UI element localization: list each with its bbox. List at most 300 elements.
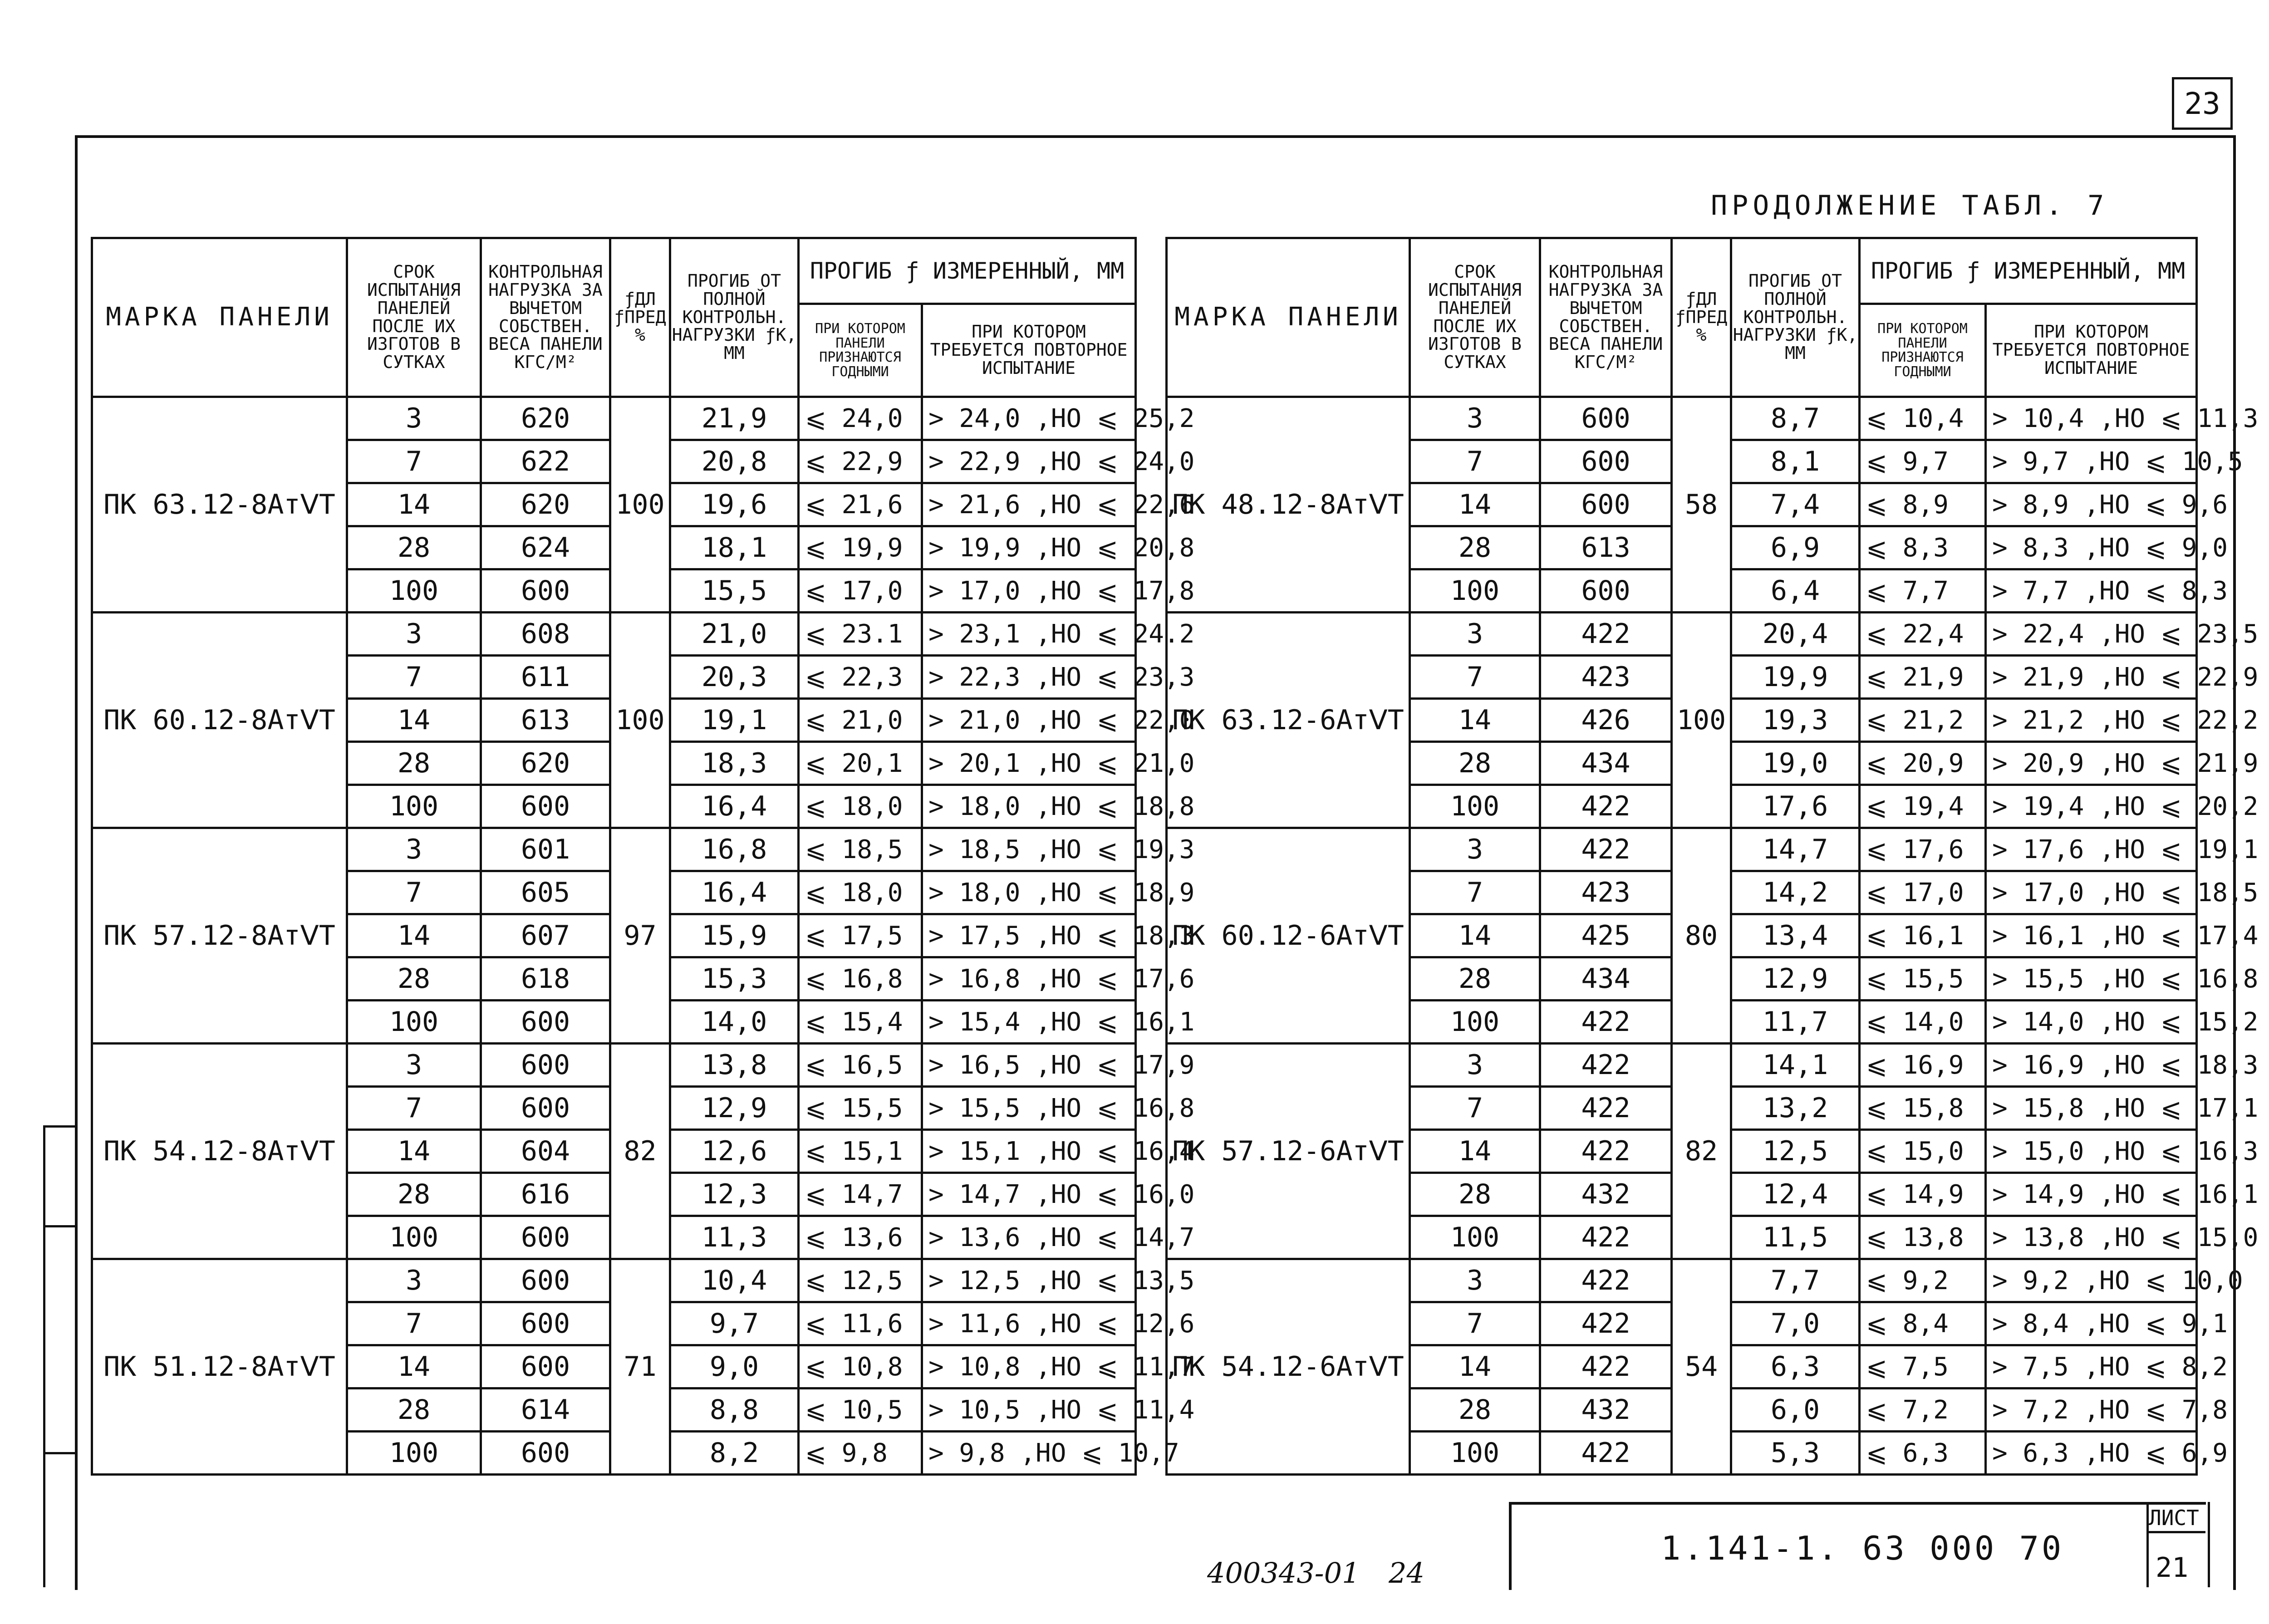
fit-condition: ⩽ 9,7 xyxy=(1860,440,1986,483)
sheet-box-divider xyxy=(2146,1531,2205,1533)
test-term: 14 xyxy=(1410,699,1540,742)
retest-condition: > 15,0 ,НО ⩽ 16,3 xyxy=(1986,1130,2197,1173)
control-load: 422 xyxy=(1540,1001,1672,1044)
table-row xyxy=(92,828,1136,871)
full-load-deflection: 20,4 xyxy=(1731,613,1860,656)
left-margin-box xyxy=(43,1125,73,1587)
retest-condition: > 15,5 ,НО ⩽ 16,8 xyxy=(1986,957,2197,1001)
full-load-deflection: 19,9 xyxy=(1731,656,1860,699)
control-load: 608 xyxy=(481,613,610,656)
full-load-deflection: 9,0 xyxy=(670,1345,799,1388)
control-load: 600 xyxy=(481,569,610,613)
control-load: 422 xyxy=(1540,1130,1672,1173)
full-load-deflection: 19,0 xyxy=(1731,742,1860,785)
left-margin-rule xyxy=(43,1452,75,1454)
retest-header: ПРИ КОТОРОМ ТРЕБУЕТСЯ ПОВТОРНОЕ ИСПЫТАНИЕ xyxy=(1986,304,2197,397)
page-number: 23 xyxy=(2172,77,2233,130)
deflection-header: ПРОГИБ ОТ ПОЛНОЙ КОНТРОЛЬН. НАГРУЗКИ ƒК, ММ xyxy=(670,238,799,397)
ratio-header-top: ƒДЛ xyxy=(1685,289,1717,309)
full-load-deflection: 6,0 xyxy=(1731,1388,1860,1432)
full-load-deflection: 9,7 xyxy=(670,1302,799,1345)
full-load-deflection: 6,4 xyxy=(1731,569,1860,613)
fit-condition: ⩽ 15,8 xyxy=(1860,1087,1986,1130)
retest-condition: > 22,4 ,НО ⩽ 23,5 xyxy=(1986,613,2197,656)
test-term: 14 xyxy=(347,914,481,957)
deflection-ratio: 54 xyxy=(1672,1259,1731,1475)
full-load-deflection: 12,3 xyxy=(670,1173,799,1216)
retest-condition: > 19,4 ,НО ⩽ 20,2 xyxy=(1986,785,2197,828)
retest-condition: > 15,4 ,НО ⩽ 16,1 xyxy=(922,1001,1136,1044)
retest-condition: > 18,0 ,НО ⩽ 18,9 xyxy=(922,871,1136,914)
retest-condition: > 9,8 ,НО ⩽ 10,7 xyxy=(922,1432,1136,1475)
table-row xyxy=(1167,828,2197,871)
fit-condition: ⩽ 21,0 xyxy=(799,699,922,742)
fit-condition: ⩽ 12,5 xyxy=(799,1259,922,1302)
panel-mark: ПК 54.12-8АтⅤТ xyxy=(92,1044,347,1259)
full-load-deflection: 5,3 xyxy=(1731,1432,1860,1475)
left-deflection-table xyxy=(91,237,1195,1476)
retest-condition: > 21,6 ,НО ⩽ 22,6 xyxy=(922,483,1136,526)
control-load: 600 xyxy=(481,1044,610,1087)
fit-condition: ⩽ 7,7 xyxy=(1860,569,1986,613)
control-load: 616 xyxy=(481,1173,610,1216)
retest-condition: > 8,3 ,НО ⩽ 9,0 xyxy=(1986,526,2197,569)
panel-mark: ПК 63.12-6АтⅤТ xyxy=(1167,613,1410,828)
test-term: 3 xyxy=(1410,397,1540,440)
control-load: 614 xyxy=(481,1388,610,1432)
left-table-body xyxy=(92,397,1195,1475)
panel-mark: ПК 48.12-8АтⅤТ xyxy=(1167,397,1410,613)
fit-condition: ⩽ 16,8 xyxy=(799,957,922,1001)
retest-condition: > 14,7 ,НО ⩽ 16,0 xyxy=(922,1173,1136,1216)
test-term: 100 xyxy=(1410,785,1540,828)
test-term: 14 xyxy=(1410,1345,1540,1388)
fit-condition: ⩽ 15,5 xyxy=(1860,957,1986,1001)
fit-condition: ⩽ 15,0 xyxy=(1860,1130,1986,1173)
table-continuation-title: ПРОДОЛЖЕНИЕ ТАБЛ. 7 xyxy=(1711,190,2109,221)
control-load: 604 xyxy=(481,1130,610,1173)
full-load-deflection: 14,2 xyxy=(1731,871,1860,914)
test-term: 28 xyxy=(1410,742,1540,785)
control-load: 600 xyxy=(481,785,610,828)
fit-condition: ⩽ 20,9 xyxy=(1860,742,1986,785)
fit-condition: ⩽ 7,5 xyxy=(1860,1345,1986,1388)
full-load-deflection: 14,7 xyxy=(1731,828,1860,871)
control-load: 434 xyxy=(1540,742,1672,785)
test-term: 3 xyxy=(347,1044,481,1087)
control-load: 425 xyxy=(1540,914,1672,957)
control-load: 422 xyxy=(1540,1044,1672,1087)
control-load: 434 xyxy=(1540,957,1672,1001)
panel-mark: ПК 57.12-6АтⅤТ xyxy=(1167,1044,1410,1259)
deflection-ratio: 58 xyxy=(1672,397,1731,613)
load-header: КОНТРОЛЬНАЯ НАГРУЗКА ЗА ВЫЧЕТОМ СОБСТВЕН. ВЕСА ПАНЕЛИ КГС/М² xyxy=(1540,238,1672,397)
panel-mark: ПК 57.12-8АтⅤТ xyxy=(92,828,347,1044)
full-load-deflection: 7,4 xyxy=(1731,483,1860,526)
full-load-deflection: 14,1 xyxy=(1731,1044,1860,1087)
test-term: 7 xyxy=(347,656,481,699)
right-table-body xyxy=(1167,397,2259,1475)
fit-condition: ⩽ 10,8 xyxy=(799,1345,922,1388)
right-deflection-table xyxy=(1165,237,2259,1476)
fit-condition: ⩽ 13,6 xyxy=(799,1216,922,1259)
term-header: СРОК ИСПЫТАНИЯ ПАНЕЛЕЙ ПОСЛЕ ИХ ИЗГОТОВ В СУТКАХ xyxy=(347,238,481,397)
fit-condition: ⩽ 23.1 xyxy=(799,613,922,656)
control-load: 422 xyxy=(1540,1259,1672,1302)
table-row xyxy=(1167,397,2197,440)
full-load-deflection: 10,4 xyxy=(670,1259,799,1302)
fit-condition: ⩽ 6,3 xyxy=(1860,1432,1986,1475)
full-load-deflection: 12,4 xyxy=(1731,1173,1860,1216)
control-load: 607 xyxy=(481,914,610,957)
control-load: 432 xyxy=(1540,1388,1672,1432)
deflection-ratio: 82 xyxy=(610,1044,670,1259)
fit-condition: ⩽ 13,8 xyxy=(1860,1216,1986,1259)
retest-condition: > 15,8 ,НО ⩽ 17,1 xyxy=(1986,1087,2197,1130)
full-load-deflection: 14,0 xyxy=(670,1001,799,1044)
control-load: 622 xyxy=(481,440,610,483)
control-load: 422 xyxy=(1540,613,1672,656)
fit-condition: ⩽ 9,8 xyxy=(799,1432,922,1475)
deflection-ratio: 100 xyxy=(610,613,670,828)
retest-condition: > 20,9 ,НО ⩽ 21,9 xyxy=(1986,742,2197,785)
retest-condition: > 23,1 ,НО ⩽ 24.2 xyxy=(922,613,1136,656)
retest-condition: > 10,8 ,НО ⩽ 11,7 xyxy=(922,1345,1136,1388)
fit-condition: ⩽ 15,1 xyxy=(799,1130,922,1173)
full-load-deflection: 15,3 xyxy=(670,957,799,1001)
fit-condition: ⩽ 21,2 xyxy=(1860,699,1986,742)
fit-condition: ⩽ 18,5 xyxy=(799,828,922,871)
control-load: 423 xyxy=(1540,871,1672,914)
control-load: 422 xyxy=(1540,1216,1672,1259)
retest-condition: > 13,6 ,НО ⩽ 14,7 xyxy=(922,1216,1136,1259)
control-load: 600 xyxy=(1540,483,1672,526)
retest-condition: > 9,7 ,НО ⩽ 10,5 xyxy=(1986,440,2197,483)
fit-condition: ⩽ 14,0 xyxy=(1860,1001,1986,1044)
test-term: 28 xyxy=(1410,1388,1540,1432)
retest-condition: > 19,9 ,НО ⩽ 20,8 xyxy=(922,526,1136,569)
retest-condition: > 7,7 ,НО ⩽ 8,3 xyxy=(1986,569,2197,613)
full-load-deflection: 12,5 xyxy=(1731,1130,1860,1173)
retest-condition: > 24,0 ,НО ⩽ 25,2 xyxy=(922,397,1136,440)
retest-condition: > 8,4 ,НО ⩽ 9,1 xyxy=(1986,1302,2197,1345)
control-load: 422 xyxy=(1540,828,1672,871)
control-load: 600 xyxy=(481,1001,610,1044)
panel-mark: ПК 54.12-6АтⅤТ xyxy=(1167,1259,1410,1475)
full-load-deflection: 16,8 xyxy=(670,828,799,871)
full-load-deflection: 18,1 xyxy=(670,526,799,569)
retest-condition: > 15,5 ,НО ⩽ 16,8 xyxy=(922,1087,1136,1130)
fit-condition: ⩽ 11,6 xyxy=(799,1302,922,1345)
test-term: 28 xyxy=(1410,957,1540,1001)
full-load-deflection: 15,9 xyxy=(670,914,799,957)
full-load-deflection: 20,8 xyxy=(670,440,799,483)
full-load-deflection: 13,2 xyxy=(1731,1087,1860,1130)
measured-header: ПРОГИБ ƒ ИЗМЕРЕННЫЙ, ММ xyxy=(1860,238,2197,304)
full-load-deflection: 7,7 xyxy=(1731,1259,1860,1302)
full-load-deflection: 13,4 xyxy=(1731,914,1860,957)
fit-condition: ⩽ 22,4 xyxy=(1860,613,1986,656)
retest-condition: > 9,2 ,НО ⩽ 10,0 xyxy=(1986,1259,2197,1302)
test-term: 28 xyxy=(1410,1173,1540,1216)
retest-condition: > 13,8 ,НО ⩽ 15,0 xyxy=(1986,1216,2197,1259)
full-load-deflection: 16,4 xyxy=(670,785,799,828)
retest-condition: > 12,5 ,НО ⩽ 13,5 xyxy=(922,1259,1136,1302)
deflection-ratio: 80 xyxy=(1672,828,1731,1044)
full-load-deflection: 12,6 xyxy=(670,1130,799,1173)
fit-condition: ⩽ 16,1 xyxy=(1860,914,1986,957)
table-row xyxy=(1167,1044,2197,1087)
full-load-deflection: 15,5 xyxy=(670,569,799,613)
control-load: 600 xyxy=(481,1216,610,1259)
test-term: 28 xyxy=(347,526,481,569)
retest-condition: > 8,9 ,НО ⩽ 9,6 xyxy=(1986,483,2197,526)
fit-condition: ⩽ 8,4 xyxy=(1860,1302,1986,1345)
sheet-number: 21 xyxy=(2156,1552,2189,1584)
deflection-ratio: 97 xyxy=(610,828,670,1044)
table-row xyxy=(92,1044,1136,1087)
test-term: 100 xyxy=(347,1432,481,1475)
fit-condition: ⩽ 16,5 xyxy=(799,1044,922,1087)
deflection-ratio: 82 xyxy=(1672,1044,1731,1259)
fit-condition: ⩽ 20,1 xyxy=(799,742,922,785)
control-load: 613 xyxy=(1540,526,1672,569)
term-header: СРОК ИСПЫТАНИЯ ПАНЕЛЕЙ ПОСЛЕ ИХ ИЗГОТОВ В СУТКАХ xyxy=(1410,238,1540,397)
fit-condition: ⩽ 10,5 xyxy=(799,1388,922,1432)
load-header: КОНТРОЛЬНАЯ НАГРУЗКА ЗА ВЫЧЕТОМ СОБСТВЕН. ВЕСА ПАНЕЛИ КГС/М² xyxy=(481,238,610,397)
control-load: 600 xyxy=(481,1345,610,1388)
fit-condition: ⩽ 7,2 xyxy=(1860,1388,1986,1432)
full-load-deflection: 8,7 xyxy=(1731,397,1860,440)
control-load: 601 xyxy=(481,828,610,871)
panel-mark: ПК 51.12-8АтⅤТ xyxy=(92,1259,347,1475)
fit-condition: ⩽ 14,9 xyxy=(1860,1173,1986,1216)
retest-condition: > 14,9 ,НО ⩽ 16,1 xyxy=(1986,1173,2197,1216)
fit-condition: ⩽ 17,0 xyxy=(799,569,922,613)
fit-condition: ⩽ 15,4 xyxy=(799,1001,922,1044)
test-term: 7 xyxy=(347,871,481,914)
retest-condition: > 17,5 ,НО ⩽ 18,3 xyxy=(922,914,1136,957)
deflection-ratio: 71 xyxy=(610,1259,670,1475)
full-load-deflection: 19,6 xyxy=(670,483,799,526)
full-load-deflection: 6,9 xyxy=(1731,526,1860,569)
full-load-deflection: 11,5 xyxy=(1731,1216,1860,1259)
retest-condition: > 21,0 ,НО ⩽ 22,0 xyxy=(922,699,1136,742)
full-load-deflection: 16,4 xyxy=(670,871,799,914)
test-term: 100 xyxy=(347,569,481,613)
test-term: 28 xyxy=(1410,526,1540,569)
control-load: 426 xyxy=(1540,699,1672,742)
test-term: 7 xyxy=(347,1087,481,1130)
retest-condition: > 10,5 ,НО ⩽ 11,4 xyxy=(922,1388,1136,1432)
test-term: 100 xyxy=(347,1216,481,1259)
control-load: 600 xyxy=(1540,397,1672,440)
test-term: 7 xyxy=(1410,1302,1540,1345)
retest-condition: > 6,3 ,НО ⩽ 6,9 xyxy=(1986,1432,2197,1475)
test-term: 14 xyxy=(347,699,481,742)
test-term: 3 xyxy=(1410,613,1540,656)
retest-condition: > 10,4 ,НО ⩽ 11,3 xyxy=(1986,397,2197,440)
ratio-header-bottom: ƒПРЕД % xyxy=(614,307,666,345)
panel-mark: ПК 60.12-6АтⅤТ xyxy=(1167,828,1410,1044)
full-load-deflection: 8,2 xyxy=(670,1432,799,1475)
control-load: 611 xyxy=(481,656,610,699)
test-term: 14 xyxy=(347,1130,481,1173)
retest-condition: > 17,0 ,НО ⩽ 17,8 xyxy=(922,569,1136,613)
control-load: 600 xyxy=(481,1302,610,1345)
retest-condition: > 21,2 ,НО ⩽ 22,2 xyxy=(1986,699,2197,742)
fit-condition: ⩽ 18,0 xyxy=(799,871,922,914)
retest-condition: > 11,6 ,НО ⩽ 12,6 xyxy=(922,1302,1136,1345)
deflection-ratio: 100 xyxy=(610,397,670,613)
mark-header: МАРКА ПАНЕЛИ xyxy=(1167,238,1410,397)
ratio-header xyxy=(610,238,670,397)
left-margin-rule xyxy=(43,1225,75,1227)
control-load: 624 xyxy=(481,526,610,569)
full-load-deflection: 8,1 xyxy=(1731,440,1860,483)
archive-sheet: 24 xyxy=(1389,1556,1424,1590)
retest-condition: > 16,9 ,НО ⩽ 18,3 xyxy=(1986,1044,2197,1087)
test-term: 3 xyxy=(347,397,481,440)
control-load: 422 xyxy=(1540,1432,1672,1475)
table-row xyxy=(92,1259,1136,1302)
retest-condition: > 16,5 ,НО ⩽ 17,9 xyxy=(922,1044,1136,1087)
control-load: 600 xyxy=(1540,440,1672,483)
control-load: 423 xyxy=(1540,656,1672,699)
table-row xyxy=(92,397,1136,440)
fit-condition: ⩽ 10,4 xyxy=(1860,397,1986,440)
test-term: 14 xyxy=(1410,914,1540,957)
test-term: 3 xyxy=(1410,828,1540,871)
ratio-header-top: ƒДЛ xyxy=(624,289,656,309)
ratio-header-bottom: ƒПРЕД % xyxy=(1675,307,1728,345)
full-load-deflection: 8,8 xyxy=(670,1388,799,1432)
test-term: 28 xyxy=(347,957,481,1001)
test-term: 7 xyxy=(347,440,481,483)
fit-condition: ⩽ 21,9 xyxy=(1860,656,1986,699)
fit-condition: ⩽ 18,0 xyxy=(799,785,922,828)
control-load: 422 xyxy=(1540,1087,1672,1130)
measured-header: ПРОГИБ ƒ ИЗМЕРЕННЫЙ, ММ xyxy=(799,238,1136,304)
test-term: 100 xyxy=(347,1001,481,1044)
full-load-deflection: 7,0 xyxy=(1731,1302,1860,1345)
deflection-ratio: 100 xyxy=(1672,613,1731,828)
test-term: 14 xyxy=(347,1345,481,1388)
test-term: 7 xyxy=(1410,1087,1540,1130)
fit-condition: ⩽ 19,4 xyxy=(1860,785,1986,828)
test-term: 14 xyxy=(1410,1130,1540,1173)
full-load-deflection: 18,3 xyxy=(670,742,799,785)
fit-condition: ⩽ 16,9 xyxy=(1860,1044,1986,1087)
fit-condition: ⩽ 8,9 xyxy=(1860,483,1986,526)
retest-condition: > 22,9 ,НО ⩽ 24,0 xyxy=(922,440,1136,483)
full-load-deflection: 12,9 xyxy=(1731,957,1860,1001)
table-row xyxy=(1167,613,2197,656)
test-term: 14 xyxy=(1410,483,1540,526)
fit-condition: ⩽ 21,6 xyxy=(799,483,922,526)
test-term: 3 xyxy=(347,828,481,871)
full-load-deflection: 21,0 xyxy=(670,613,799,656)
test-term: 3 xyxy=(347,1259,481,1302)
fit-condition: ⩽ 17,5 xyxy=(799,914,922,957)
deflection-header: ПРОГИБ ОТ ПОЛНОЙ КОНТРОЛЬН. НАГРУЗКИ ƒК, ММ xyxy=(1731,238,1860,397)
control-load: 618 xyxy=(481,957,610,1001)
retest-condition: > 7,5 ,НО ⩽ 8,2 xyxy=(1986,1345,2197,1388)
control-load: 620 xyxy=(481,483,610,526)
full-load-deflection: 11,3 xyxy=(670,1216,799,1259)
retest-condition: > 17,6 ,НО ⩽ 19,1 xyxy=(1986,828,2197,871)
fit-header: ПРИ КОТОРОМ ПАНЕЛИ ПРИЗНАЮТСЯ ГОДНЫМИ xyxy=(799,304,922,397)
test-term: 7 xyxy=(347,1302,481,1345)
fit-condition: ⩽ 19,9 xyxy=(799,526,922,569)
document-code: 1.141-1. 63 000 70 xyxy=(1661,1529,2064,1567)
retest-condition: > 18,5 ,НО ⩽ 19,3 xyxy=(922,828,1136,871)
retest-condition: > 7,2 ,НО ⩽ 7,8 xyxy=(1986,1388,2197,1432)
retest-header: ПРИ КОТОРОМ ТРЕБУЕТСЯ ПОВТОРНОЕ ИСПЫТАНИЕ xyxy=(922,304,1136,397)
test-term: 3 xyxy=(1410,1259,1540,1302)
control-load: 422 xyxy=(1540,1302,1672,1345)
test-term: 7 xyxy=(1410,871,1540,914)
control-load: 600 xyxy=(481,1087,610,1130)
control-load: 600 xyxy=(481,1259,610,1302)
fit-condition: ⩽ 22,9 xyxy=(799,440,922,483)
test-term: 7 xyxy=(1410,656,1540,699)
fit-condition: ⩽ 22,3 xyxy=(799,656,922,699)
control-load: 613 xyxy=(481,699,610,742)
fit-header: ПРИ КОТОРОМ ПАНЕЛИ ПРИЗНАЮТСЯ ГОДНЫМИ xyxy=(1860,304,1986,397)
archive-number: 400343-01 xyxy=(1207,1556,1360,1590)
mark-header: МАРКА ПАНЕЛИ xyxy=(92,238,347,397)
test-term: 100 xyxy=(1410,569,1540,613)
full-load-deflection: 17,6 xyxy=(1731,785,1860,828)
full-load-deflection: 6,3 xyxy=(1731,1345,1860,1388)
full-load-deflection: 19,3 xyxy=(1731,699,1860,742)
full-load-deflection: 21,9 xyxy=(670,397,799,440)
test-term: 7 xyxy=(1410,440,1540,483)
retest-condition: > 21,9 ,НО ⩽ 22,9 xyxy=(1986,656,2197,699)
retest-condition: > 14,0 ,НО ⩽ 15,2 xyxy=(1986,1001,2197,1044)
test-term: 14 xyxy=(347,483,481,526)
left-edge-line xyxy=(75,1125,77,1587)
retest-condition: > 22,3 ,НО ⩽ 23,3 xyxy=(922,656,1136,699)
fit-condition: ⩽ 17,6 xyxy=(1860,828,1986,871)
control-load: 600 xyxy=(481,1432,610,1475)
full-load-deflection: 11,7 xyxy=(1731,1001,1860,1044)
full-load-deflection: 20,3 xyxy=(670,656,799,699)
table-row xyxy=(1167,1259,2197,1302)
test-term: 28 xyxy=(347,1388,481,1432)
test-term: 100 xyxy=(1410,1216,1540,1259)
fit-condition: ⩽ 9,2 xyxy=(1860,1259,1986,1302)
control-load: 600 xyxy=(1540,569,1672,613)
ratio-header xyxy=(1672,238,1731,397)
fit-condition: ⩽ 24,0 xyxy=(799,397,922,440)
fit-condition: ⩽ 15,5 xyxy=(799,1087,922,1130)
retest-condition: > 16,8 ,НО ⩽ 17,6 xyxy=(922,957,1136,1001)
test-term: 28 xyxy=(347,742,481,785)
left-margin-rule xyxy=(43,1125,75,1128)
fit-condition: ⩽ 14,7 xyxy=(799,1173,922,1216)
test-term: 100 xyxy=(1410,1001,1540,1044)
control-load: 422 xyxy=(1540,1345,1672,1388)
retest-condition: > 17,0 ,НО ⩽ 18,5 xyxy=(1986,871,2197,914)
control-load: 432 xyxy=(1540,1173,1672,1216)
control-load: 620 xyxy=(481,742,610,785)
control-load: 422 xyxy=(1540,785,1672,828)
sheet-label: ЛИСТ xyxy=(2149,1506,2199,1530)
table-row xyxy=(92,613,1136,656)
full-load-deflection: 13,8 xyxy=(670,1044,799,1087)
